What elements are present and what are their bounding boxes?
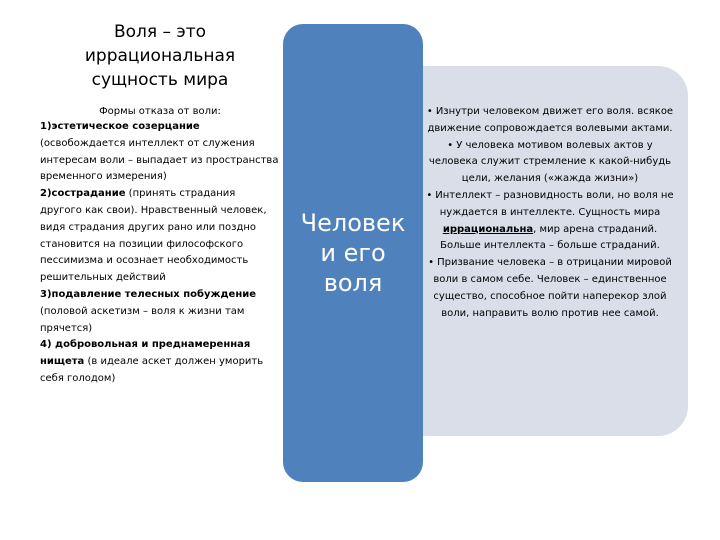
form-item-1: 1)эстетическое созерцание (освобождается интеллект от служения интересам воли – выпадает из пространства временного измерения) xyxy=(40,121,279,183)
main-title: Воля – это иррациональная сущность мира xyxy=(84,22,236,90)
bullet-item-1: • Изнутри человеком движет его воля. всякое движение сопровождается волевыми актами. xyxy=(426,106,674,134)
form-item-3: 3)подавление телесных побуждение (половой аскетизм – воля к жизни там прячется) xyxy=(40,288,257,334)
bullet-item-3: • Интеллект – разновидность воли, но воля не нуждается в интеллекте. Сущность мира иррациональна, мир арена страданий. Больше интеллекта – больше страданий. xyxy=(426,189,674,252)
right-bullets xyxy=(424,104,676,322)
forms-list xyxy=(40,119,280,388)
bullet-icon: • xyxy=(428,257,435,269)
center-label: Человек и его воля xyxy=(300,209,406,297)
form-item-2: 2)сострадание (принять страдания другого как свои). Нравственный человек, видя страдания других рано или поздно становится на позиции философского пессимизма и осознает необходимость решительных действий xyxy=(40,188,267,284)
bullet-icon: • xyxy=(426,106,433,117)
form-item-4: 4) добровольная и преднамеренная нищета (в идеале аскет должен уморить себя голодом) xyxy=(40,339,264,384)
bullet-item-2: • У человека мотивом волевых актов у человека служит стремление к какой-нибудь цели, желания («жажда жизни») xyxy=(428,139,672,185)
bullet-icon: • xyxy=(426,189,433,201)
center-box xyxy=(283,24,423,482)
forms-subtitle: Формы отказа от воли: xyxy=(99,106,221,117)
bullet-icon: • xyxy=(447,139,454,151)
left-column xyxy=(40,20,280,388)
bullet-item-4: • Призвание человека – в отрицании мировой воли в самом себе. Человек – единственное существо, способное пойти наперекор злой воли, направить волю против нее самой. xyxy=(428,257,672,319)
emphasis-text: иррациональна xyxy=(442,223,534,235)
